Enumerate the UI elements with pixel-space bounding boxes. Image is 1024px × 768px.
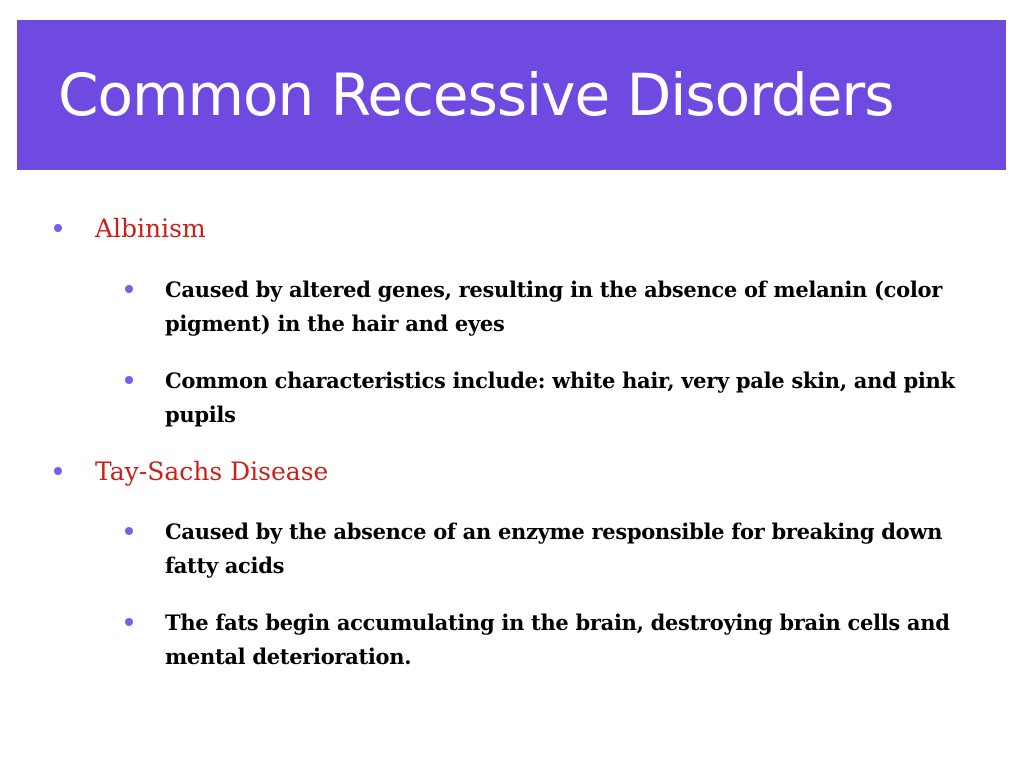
- bullet-point: Caused by altered genes, resulting in the absence of melanin (color pigment) in the hair and eyes: [165, 277, 942, 336]
- title-bar: [17, 20, 1006, 170]
- bullet-icon: [125, 618, 133, 626]
- bullet-icon: [125, 376, 133, 384]
- bullet-icon: [125, 285, 133, 293]
- section-heading-tay-sachs: Tay-Sachs Disease: [95, 457, 329, 486]
- bullet-icon: [54, 224, 62, 232]
- bullet-point: The fats begin accumulating in the brain, destroying brain cells and mental deterioration.: [165, 610, 950, 669]
- bullet-point: Common characteristics include: white hair, very pale skin, and pink pupils: [165, 368, 955, 427]
- bullet-point: Caused by the absence of an enzyme responsible for breaking down fatty acids: [165, 519, 943, 578]
- section-heading-albinism: Albinism: [95, 214, 206, 243]
- slide-title: Common Recessive Disorders: [58, 61, 894, 129]
- bullet-icon: [54, 467, 62, 475]
- bullet-icon: [125, 527, 133, 535]
